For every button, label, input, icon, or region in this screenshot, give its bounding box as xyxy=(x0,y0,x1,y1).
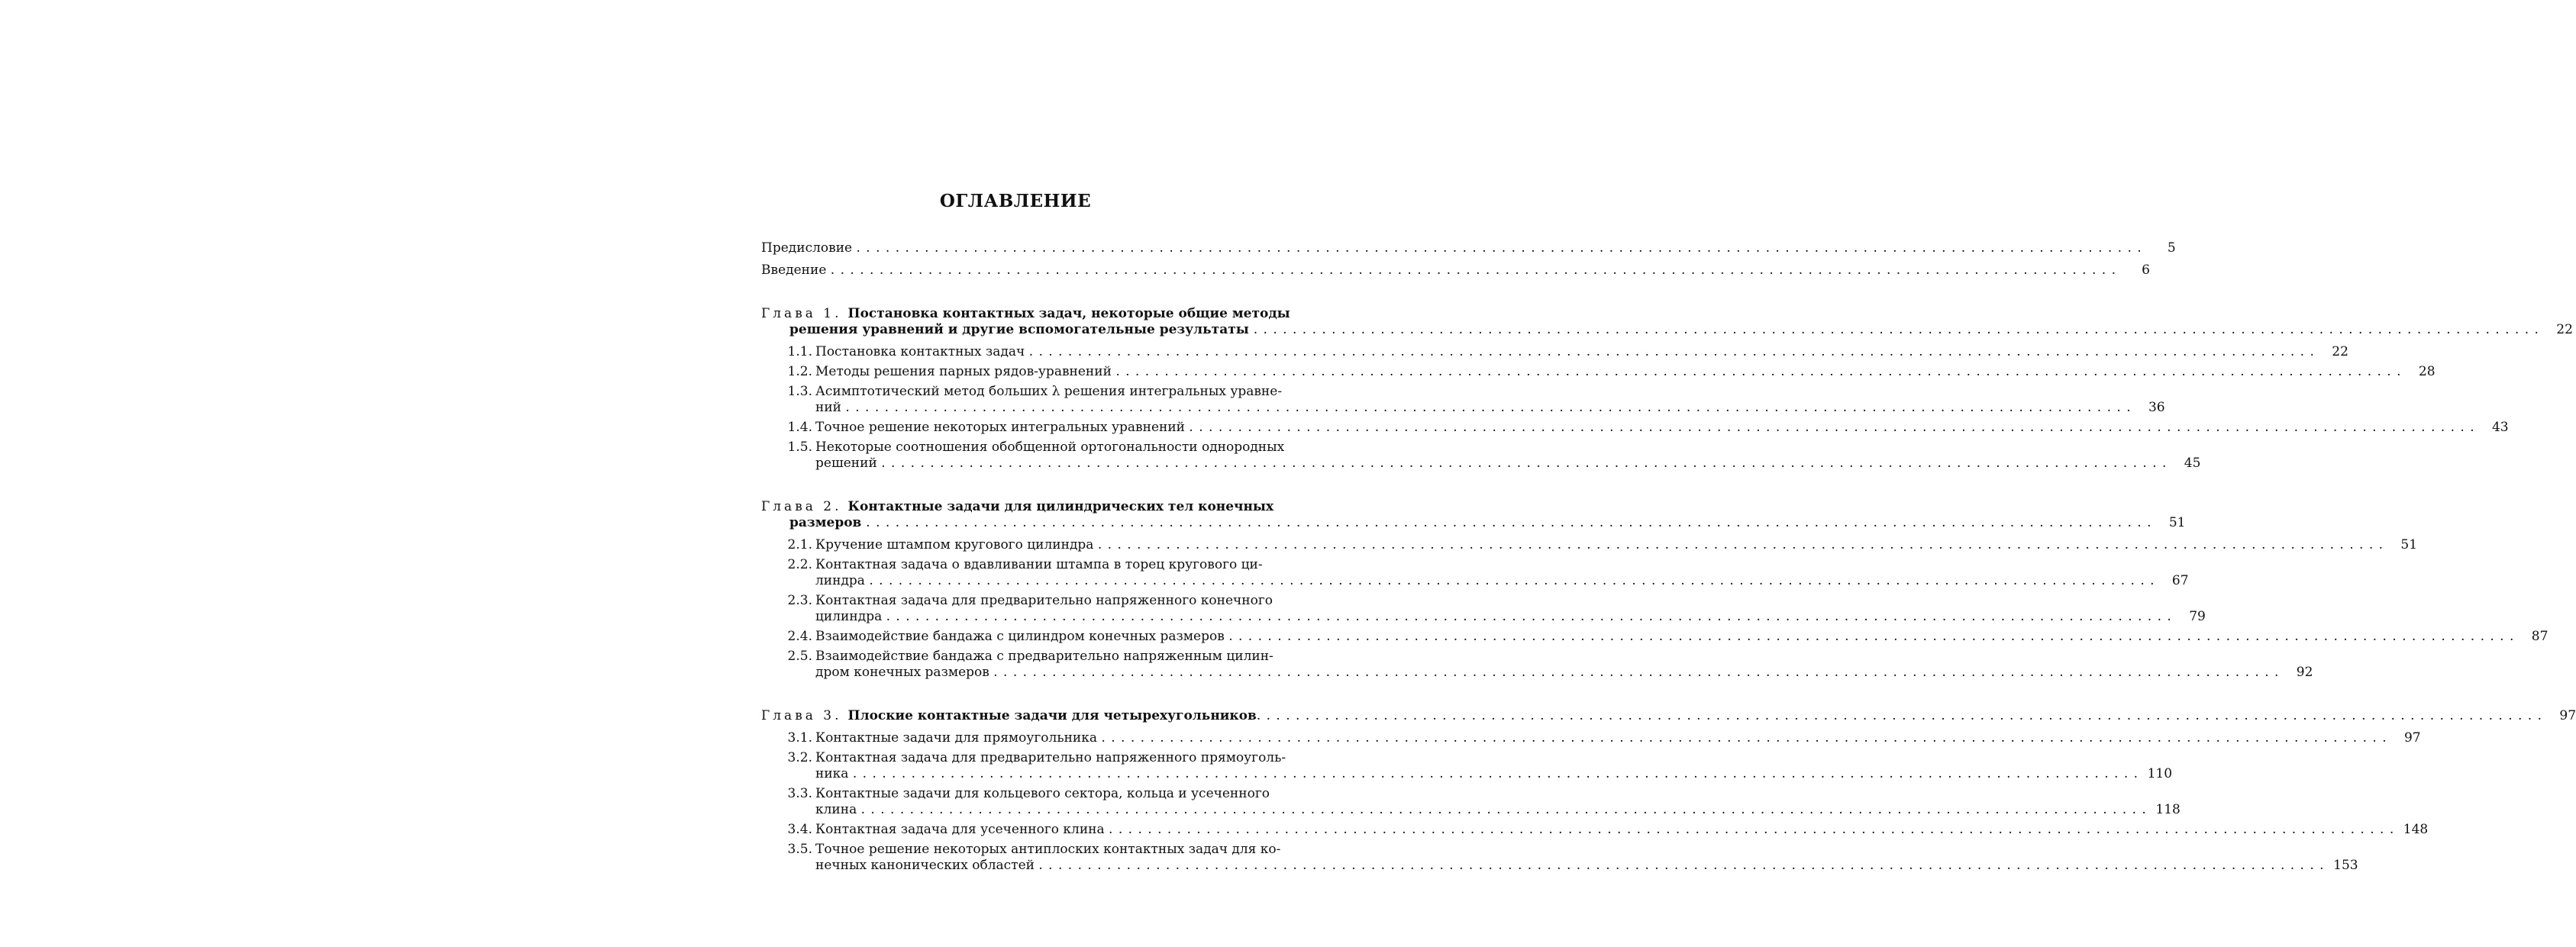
section-text xyxy=(774,750,1286,766)
page-number: 6 xyxy=(2142,263,2150,278)
section-text xyxy=(774,629,2514,645)
section-line xyxy=(774,822,2429,838)
chapter-title: Постановка контактных задач, некоторые общие методы xyxy=(847,306,1290,321)
section-title: Контактная задача для усеченного клина xyxy=(815,822,1109,837)
section-line xyxy=(774,629,2549,645)
dot-leaders xyxy=(1228,629,2514,644)
section-title: Контактные задачи для прямоугольника xyxy=(815,730,1102,746)
section-title: Точное решение некоторых антиплоских контактных задач для ко- xyxy=(815,842,1281,857)
chapter-title-text xyxy=(761,306,1290,322)
section-text xyxy=(774,730,2387,746)
section-line xyxy=(774,344,2348,360)
section-entry xyxy=(761,384,2165,416)
section-text xyxy=(774,364,2402,380)
section-line xyxy=(774,456,2201,472)
dot-leaders xyxy=(1189,420,2474,435)
section-title-cont: решений xyxy=(815,456,882,471)
section-title-cont: ника xyxy=(815,766,853,781)
section-entry xyxy=(761,822,2429,838)
section-text xyxy=(815,573,2155,589)
section-text xyxy=(774,384,1282,400)
section-number: 1.3. xyxy=(787,384,812,399)
section-number: 1.5. xyxy=(787,440,812,455)
toc-line xyxy=(761,240,2176,256)
chapter-title-text xyxy=(761,499,1273,515)
section-entry xyxy=(761,364,2436,380)
section-line xyxy=(774,802,2181,818)
section-number: 1.4. xyxy=(787,420,812,435)
toc-title: ОГЛАВЛЕНИЕ xyxy=(939,191,1092,211)
section-entry xyxy=(761,344,2348,360)
section-text xyxy=(774,344,2315,360)
section-number: 2.1. xyxy=(787,537,812,552)
section-line xyxy=(774,400,2165,416)
section-number: 2.5. xyxy=(787,649,812,664)
section-entry xyxy=(761,593,2206,625)
page-number: 92 xyxy=(2296,665,2313,680)
page-number: 97 xyxy=(2403,730,2421,746)
chapter-label: Глава 3. xyxy=(761,708,842,723)
dot-leaders xyxy=(869,573,2155,588)
section-line xyxy=(774,420,2509,436)
section-number: 1.1. xyxy=(787,344,812,359)
dot-leaders xyxy=(1101,730,2387,746)
section-title-cont: дром конечных размеров xyxy=(815,665,994,680)
toc-body xyxy=(761,240,2576,874)
toc-entry-front xyxy=(761,240,2176,256)
section-text xyxy=(774,822,2394,838)
dot-leaders xyxy=(1115,364,2401,379)
section-title-cont: нечных канонических областей xyxy=(815,858,1039,873)
section-number: 3.3. xyxy=(787,786,812,801)
dot-leaders xyxy=(1098,537,2384,552)
dot-leaders xyxy=(886,609,2172,624)
section-title-cont: клина xyxy=(815,802,861,817)
page-number: 148 xyxy=(2403,822,2429,837)
section-title: Контактные задачи для кольцевого сектора, кольца и усеченного xyxy=(815,786,1270,801)
chapter-title-line xyxy=(761,499,1274,515)
chapter-title-line xyxy=(761,515,2186,531)
section-entry xyxy=(761,440,2201,472)
section-text xyxy=(815,400,2132,416)
dot-leaders xyxy=(1109,822,2394,837)
chapter-title-text xyxy=(789,515,2152,531)
toc-line-text xyxy=(761,240,2142,256)
section-text xyxy=(774,649,1273,665)
section-entry xyxy=(761,750,2173,782)
section-title: Контактная задача для предварительно напряженного прямоуголь- xyxy=(815,750,1286,765)
section-line xyxy=(774,364,2436,380)
chapter-entry xyxy=(761,499,2186,531)
section-line xyxy=(774,537,2418,553)
section-entry xyxy=(761,786,2181,818)
dot-leaders xyxy=(853,766,2139,781)
section-title: Контактная задача о вдавливании штампа в торец кругового ци- xyxy=(815,557,1263,572)
section-line xyxy=(774,842,1281,858)
section-line xyxy=(774,730,2421,746)
chapter-title: Контактные задачи для цилиндрических тел конечных xyxy=(847,499,1274,514)
dot-leaders xyxy=(845,400,2131,415)
toc-line xyxy=(761,263,2150,279)
section-line xyxy=(774,649,1273,665)
section-title: Кручение штампом кругового цилиндра xyxy=(815,537,1098,552)
section-text xyxy=(774,786,1270,802)
section-text xyxy=(774,842,1280,858)
section-line xyxy=(774,665,2313,681)
toc-entry-front xyxy=(761,263,2150,279)
page-number: 79 xyxy=(2189,609,2206,624)
section-number: 1.2. xyxy=(787,364,812,379)
page-number: 45 xyxy=(2184,456,2201,471)
chapter-title: Плоские контактные задачи для четырехугольников xyxy=(847,708,1257,723)
section-title: Контактная задача для предварительно напряженного конечного xyxy=(815,593,1273,608)
section-entry xyxy=(761,649,2313,681)
chapter-title-text xyxy=(789,322,2539,338)
section-text xyxy=(815,609,2172,625)
page-number: 36 xyxy=(2148,400,2165,415)
dot-leaders xyxy=(861,802,2147,817)
section-number: 2.3. xyxy=(787,593,812,608)
section-line xyxy=(774,384,1283,400)
page-number: 97 xyxy=(2559,708,2576,723)
page-number: 28 xyxy=(2418,364,2436,379)
section-title-cont: ний xyxy=(815,400,846,415)
dot-leaders xyxy=(1038,858,2324,873)
section-entry xyxy=(761,629,2549,645)
section-number: 3.5. xyxy=(787,842,812,857)
entry-label: Предисловие xyxy=(761,240,857,256)
section-text xyxy=(774,537,2384,553)
section-entry xyxy=(761,537,2418,553)
section-entry xyxy=(761,730,2421,746)
chapter-entry xyxy=(761,306,2573,338)
chapter-title-cont: решения уравнений и другие вспомогательные результаты xyxy=(789,322,1254,337)
page-number: 87 xyxy=(2531,629,2549,644)
section-title-cont: цилиндра xyxy=(815,609,886,624)
section-text xyxy=(815,665,2279,681)
chapter-label: Глава 1. xyxy=(761,306,842,321)
dot-leaders xyxy=(831,263,2116,278)
section-line xyxy=(774,766,2173,782)
chapter-title-line xyxy=(761,322,2573,338)
entry-label: Введение xyxy=(761,263,831,278)
page-number: 43 xyxy=(2491,420,2509,435)
section-text xyxy=(774,420,2475,436)
section-title: Постановка контактных задач xyxy=(815,344,1029,359)
section-number: 2.4. xyxy=(787,629,812,644)
section-title: Асимптотический метод больших λ решения интегральных уравне- xyxy=(815,384,1283,399)
chapter-label: Глава 2. xyxy=(761,499,842,514)
page-number: 22 xyxy=(2556,322,2573,337)
page-number: 51 xyxy=(2168,515,2186,530)
section-title-cont: линдра xyxy=(815,573,870,588)
section-line xyxy=(774,557,1270,573)
section-text xyxy=(815,766,2139,782)
chapter-title-text xyxy=(761,708,2542,724)
section-title: Методы решения парных рядов-уравнений xyxy=(815,364,1116,379)
section-line xyxy=(774,609,2206,625)
section-number: 3.2. xyxy=(787,750,812,765)
page-number: 5 xyxy=(2167,240,2176,256)
page-number: 51 xyxy=(2400,537,2418,552)
page-number: 67 xyxy=(2171,573,2189,588)
dot-leaders xyxy=(993,665,2279,680)
section-number: 3.4. xyxy=(787,822,812,837)
chapter-title-line xyxy=(761,708,2576,724)
section-text xyxy=(774,593,1273,609)
dot-leaders xyxy=(857,240,2142,256)
section-text xyxy=(815,456,2167,472)
dot-leaders xyxy=(1029,344,2315,359)
section-line xyxy=(774,786,1270,802)
section-text xyxy=(815,858,2325,874)
toc-line-text xyxy=(761,263,2116,279)
section-title: Взаимодействие бандажа с цилиндром конечных размеров xyxy=(815,629,1229,644)
chapter-title-line xyxy=(761,306,1290,322)
chapter-title-cont: размеров xyxy=(789,515,867,530)
page-number: 153 xyxy=(2333,858,2358,873)
section-line xyxy=(774,573,2189,589)
section-number: 2.2. xyxy=(787,557,812,572)
section-number: 3.1. xyxy=(787,730,812,746)
section-title: Некоторые соотношения обобщенной ортогональности однородных xyxy=(815,440,1285,455)
section-title: Взаимодействие бандажа с предварительно напряженным цилин- xyxy=(815,649,1273,664)
section-text xyxy=(815,802,2147,818)
dot-leaders xyxy=(881,456,2167,471)
dot-leaders xyxy=(866,515,2152,530)
table-of-contents xyxy=(761,191,2576,878)
dot-leaders xyxy=(1254,322,2539,337)
page-number: 22 xyxy=(2332,344,2348,359)
chapter-entry xyxy=(761,708,2576,724)
page-number: 118 xyxy=(2155,802,2181,817)
section-title: Точное решение некоторых интегральных уравнений xyxy=(815,420,1190,435)
section-entry xyxy=(761,420,2509,436)
section-line xyxy=(774,593,1273,609)
section-line xyxy=(774,440,1285,456)
section-entry xyxy=(761,557,2189,589)
section-line xyxy=(774,750,1286,766)
section-entry xyxy=(761,842,2358,874)
section-text xyxy=(774,557,1263,573)
dot-leaders xyxy=(1257,708,2542,723)
section-text xyxy=(774,440,1284,456)
page-number: 110 xyxy=(2147,766,2173,781)
section-line xyxy=(774,858,2358,874)
